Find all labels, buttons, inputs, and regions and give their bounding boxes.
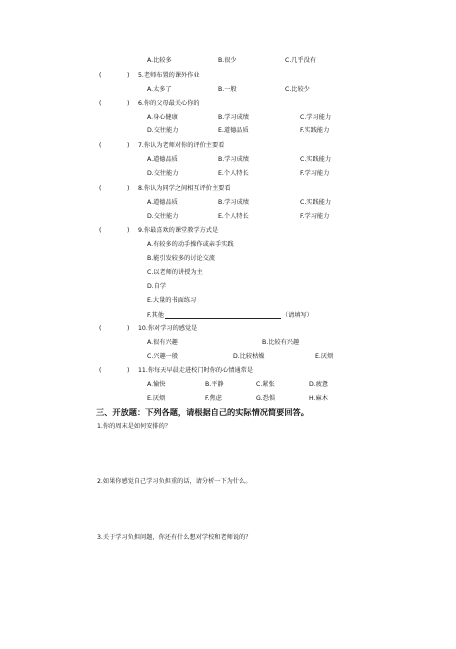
option: F.学习能力 xyxy=(300,170,330,177)
question-11: 11.你每天早晨走进校门时你的心情通常是 xyxy=(138,367,254,374)
option: B.学习成绩 xyxy=(218,199,249,206)
option: A.太多了 xyxy=(147,86,172,93)
option: D.疲惫 xyxy=(309,381,329,388)
option: C.实践能力 xyxy=(300,156,332,163)
answer-paren-open: ( xyxy=(99,227,102,234)
option: E.大量的书面练习 xyxy=(147,297,197,304)
option: B.学习成绩 xyxy=(218,114,249,121)
option: F.实践能力 xyxy=(300,127,330,134)
option: D.交往能力 xyxy=(147,127,179,134)
answer-paren-close: ) xyxy=(127,72,130,79)
option: E.道德品质 xyxy=(218,127,249,134)
answer-paren-close: ) xyxy=(127,227,130,234)
question-6: 6.你的父母最关心你的 xyxy=(138,100,200,107)
option: D.交往能力 xyxy=(147,213,179,220)
answer-paren-open: ( xyxy=(99,367,102,374)
option-other-label: F.其他 xyxy=(147,311,164,319)
option: D.交往能力 xyxy=(147,170,179,177)
option: D.自学 xyxy=(147,283,167,290)
option: B.学习成绩 xyxy=(218,156,249,163)
option: C.比较少 xyxy=(285,86,310,93)
answer-paren-open: ( xyxy=(99,142,102,149)
option: E.个人特长 xyxy=(218,213,249,220)
option: H.麻木 xyxy=(309,395,328,402)
option: B.能引发较多的讨论交流 xyxy=(147,255,216,262)
answer-paren-open: ( xyxy=(99,100,102,107)
option: F.焦虑 xyxy=(205,395,222,402)
option: C.紧张 xyxy=(256,381,275,388)
answer-paren-close: ) xyxy=(127,100,130,107)
option: E.个人特长 xyxy=(218,170,249,177)
option-other xyxy=(147,312,313,319)
option: F.学习能力 xyxy=(300,213,330,220)
option: B.比较有兴趣 xyxy=(262,339,300,346)
option: E.厌烦 xyxy=(147,395,166,402)
open-question-3: 3.关于学习负担问题，你还有什么想对学校和老师说的？ xyxy=(97,534,252,541)
option-other-hint: （请填写） xyxy=(281,311,313,319)
question-10: 10.你对学习的感觉是 xyxy=(138,325,198,332)
option: A.很有兴趣 xyxy=(147,339,178,346)
option: A.道德品质 xyxy=(147,156,178,163)
option: B.很少 xyxy=(218,57,237,64)
option: B.平静 xyxy=(205,381,224,388)
option: A.愉快 xyxy=(147,381,166,388)
option: C.以老师的讲授为主 xyxy=(147,269,203,276)
open-question-2: 2.如果你感觉自己学习负担重的话，请分析一下为什么。 xyxy=(97,478,252,485)
question-8: 8.你认为同学之间相互评价主要看 xyxy=(138,185,231,192)
question-7: 7.你认为老师对你的评价主要看 xyxy=(138,142,225,149)
option: G.恐惧 xyxy=(256,395,276,402)
question-5: 5.老师布置的课外作业 xyxy=(138,72,200,79)
answer-paren-close: ) xyxy=(127,142,130,149)
option: A.比较多 xyxy=(147,57,172,64)
option: E.厌烦 xyxy=(315,353,334,360)
answer-paren-open: ( xyxy=(99,72,102,79)
option: A.身心健康 xyxy=(147,114,178,121)
option: A.道德品质 xyxy=(147,199,178,206)
option: C.几乎没有 xyxy=(285,57,317,64)
open-question-1: 1.你的周末是如何安排的？ xyxy=(97,423,171,430)
option: C.兴趣一般 xyxy=(147,353,179,360)
option: B.一般 xyxy=(218,86,237,93)
section-heading: 三、开放题：下列各题，请根据自己的实际情况简要回答。 xyxy=(96,407,309,417)
answer-paren-open: ( xyxy=(99,185,102,192)
fill-blank[interactable] xyxy=(165,312,281,319)
option: C.学习能力 xyxy=(300,114,332,121)
option: C.实践能力 xyxy=(300,199,332,206)
question-9: 9.你最喜欢的课堂教学方式是 xyxy=(138,227,219,234)
answer-paren-open: ( xyxy=(99,325,102,332)
answer-paren-close: ) xyxy=(127,185,130,192)
option: D.比较枯燥 xyxy=(233,353,265,360)
answer-paren-close: ) xyxy=(127,367,130,374)
option: A.有较多的动手操作或亲手实践 xyxy=(147,241,234,248)
answer-paren-close: ) xyxy=(127,325,130,332)
